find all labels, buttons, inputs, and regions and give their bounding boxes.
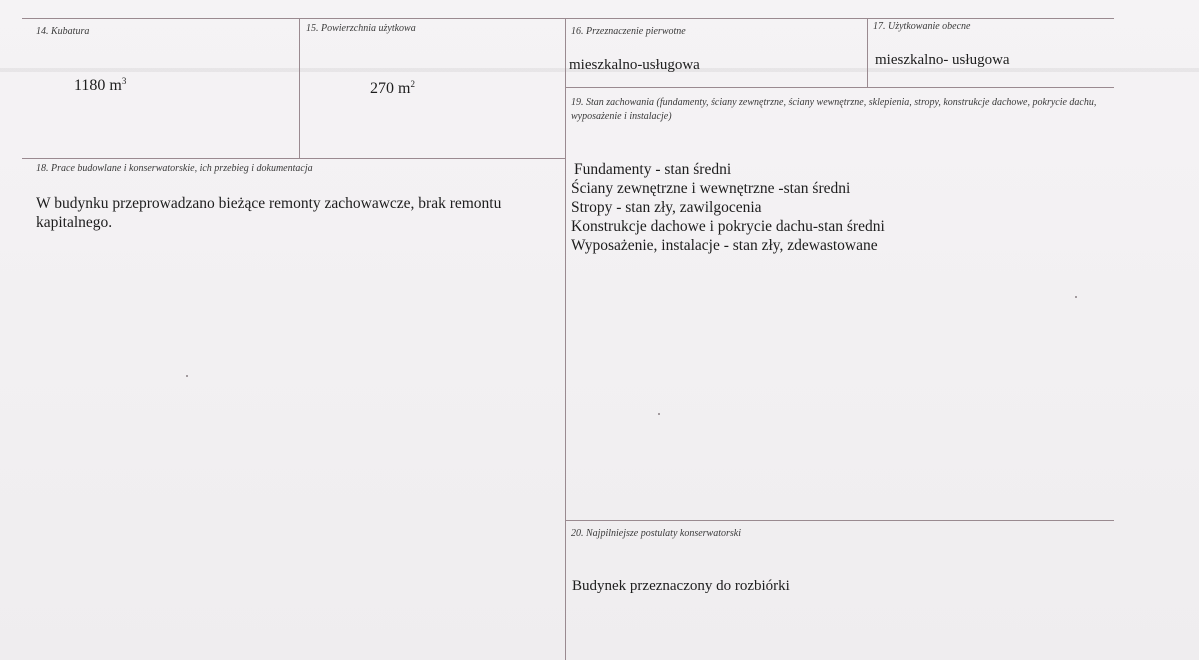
field-20-label: 20. Najpilniejsze postulaty konserwatorski (571, 528, 741, 539)
field-19-label: 19. Stan zachowania (fundamenty, ściany zewnętrzne, ściany wewnętrzne, sklepienia, stropy, konstrukcje dachowe, pokrycie dachu, wyposażenie i instalacje) (571, 97, 1097, 122)
rule-19-top (565, 87, 1114, 88)
condition-line-ceilings: Stropy - stan zły, zawilgocenia (571, 199, 762, 216)
scan-speck (658, 413, 660, 415)
field-18-value: W budynku przeprowadzano bieżące remonty zachowawcze, brak remontu kapitalnego. (36, 195, 502, 231)
condition-line-walls: Ściany zewnętrzne i wewnętrzne -stan średni (571, 180, 851, 197)
divider-16-17 (867, 18, 868, 87)
field-16-label: 16. Przeznaczenie pierwotne (571, 26, 686, 37)
field-17-value: mieszkalno- usługowa (875, 52, 1010, 68)
field-15-label: 15. Powierzchnia użytkowa (306, 23, 416, 34)
field-20-value: Budynek przeznaczony do rozbiórki (572, 578, 790, 594)
field-19-value (571, 160, 885, 255)
scan-speck (1075, 296, 1077, 298)
condition-line-installations: Wyposażenie, instalacje - stan zły, zdewastowane (571, 237, 878, 254)
kubatura-number: 1180 m (74, 77, 122, 94)
field-14-label: 14. Kubatura (36, 26, 90, 37)
divider-center (565, 18, 566, 660)
field-14-value (74, 76, 126, 95)
area-unit-exponent: 2 (410, 79, 415, 89)
field-17-label: 17. Użytkowanie obecne (873, 21, 971, 32)
condition-line-foundations: Fundamenty - stan średni (574, 161, 732, 178)
field-16-value: mieszkalno-usługowa (569, 57, 700, 73)
top-rule (22, 18, 1114, 19)
condition-line-roof: Konstrukcje dachowe i pokrycie dachu-stan średni (571, 218, 885, 235)
divider-14-15 (299, 18, 300, 158)
field-18-label: 18. Prace budowlane i konserwatorskie, ich przebieg i dokumentacja (36, 163, 313, 174)
scan-speck (186, 375, 188, 377)
area-number: 270 m (370, 80, 411, 97)
field-15-value (370, 79, 415, 98)
kubatura-unit-exponent: 3 (121, 76, 127, 86)
rule-20-top (565, 520, 1114, 521)
rule-18-top (22, 158, 565, 159)
